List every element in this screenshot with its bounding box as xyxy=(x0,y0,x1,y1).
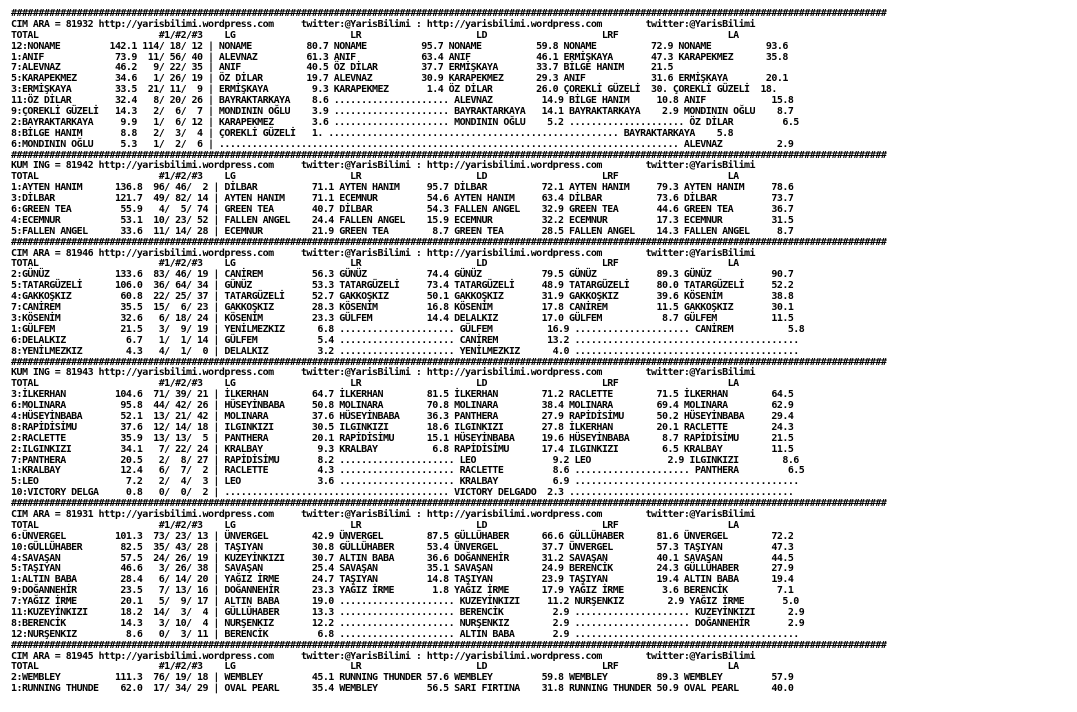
horse-row-line: 6:ÜNVERGEL 101.3 73/ 23/ 13 | ÜNVERGEL 42.9 ÜNVERGEL 87.5 GÜLLÜHABER 66.6 GÜLLÜHABER 81.6 ÜNVERGEL 72.2 xyxy=(11,530,794,542)
horse-row-line: 8:BİLGE HANIM 8.8 2/ 3/ 4 | ÇOREKLİ GÜZELİ 1. ..................................................... BAYRAKTARKAYA 5.8 xyxy=(11,127,734,139)
column-header-line: TOTAL #1/#2/#3 LG LR LD LRF LA xyxy=(11,378,739,390)
separator-line: ################################################################################################################################################################ xyxy=(11,236,887,248)
horse-row-line: 2:GÜNÜZ 133.6 83/ 46/ 19 | CANİREM 56.3 GÜNÜZ 74.4 GÜNÜZ 79.5 GÜNÜZ 89.3 GÜNÜZ 90.7 xyxy=(11,269,794,281)
horse-row-line: 6:GREEN TEA 55.9 4/ 5/ 74 | GREEN TEA 40.7 DİLBAR 54.3 FALLEN ANGEL 32.9 GREEN TEA 44.6 GREEN TEA 36.7 xyxy=(11,204,794,216)
horse-row-line: 9:DOĞANNEHİR 23.5 7/ 13/ 16 | DOĞANNEHİR 23.3 YAĞIZ İRME 1.8 YAĞIZ İRME 17.9 YAĞIZ İRME 3.6 BERENCİK 7.1 xyxy=(11,585,794,597)
horse-row-line: 8:BERENCİK 14.3 3/ 10/ 4 | NURŞENKIZ 12.2 ..................... NURŞENKIZ 2.9 ..................... DOĞANNEHİR 2.9 xyxy=(11,617,805,629)
horse-row-line: 2:BAYRAKTARKAYA 9.9 1/ 6/ 12 | KARAPEKMEZ 3.6 ..................... MONDININ OĞLU 5.2 ..................... ÖZ DİLAR 6.5 xyxy=(11,116,799,128)
horse-row-line: 4:ECEMNUR 53.1 10/ 23/ 52 | FALLEN ANGEL 24.4 FALLEN ANGEL 15.9 ECEMNUR 32.2 ECEMNUR 17.3 ECEMNUR 31.5 xyxy=(11,214,794,226)
horse-row-line: 5:TAŞIYAN 46.6 3/ 26/ 38 | SAVAŞAN 25.4 SAVAŞAN 35.1 SAVAŞAN 24.9 BERENCİK 24.3 GÜLLÜHABER 27.9 xyxy=(11,563,794,575)
horse-row-line: 4:SAVAŞAN 57.5 24/ 26/ 19 | KUZEYİNKIZI 30.7 ALTIN BABA 36.6 DOĞANNEHİR 31.2 SAVAŞAN 40.1 SAVAŞAN 44.5 xyxy=(11,552,794,564)
race-header-line: CIM ARA = 81946 http://yarisbilimi.wordpress.com twitter:@YarisBilimi : http://yarisbilimi.wordpress.com twitter:@YarisBilimi xyxy=(11,247,755,259)
horse-row-line: 3:DİLBAR 121.7 49/ 82/ 14 | AYTEN HANIM 71.1 ECEMNUR 54.6 AYTEN HANIM 63.4 DİLBAR 73.6 DİLBAR 73.7 xyxy=(11,193,794,205)
separator-line: ################################################################################################################################################################ xyxy=(11,639,887,651)
horse-row-line: 5:KARAPEKMEZ 34.6 1/ 26/ 19 | ÖZ DİLAR 19.7 ALEVNAZ 30.9 KARAPEKMEZ 29.3 ANIF 31.6 ERMİŞKAYA 20.1 xyxy=(11,73,788,85)
separator-line: ################################################################################################################################################################ xyxy=(11,498,887,510)
horse-row-line: 4:GAKKOŞKIZ 60.8 22/ 25/ 37 | TATARGÜZELİ 52.7 GAKKOŞKIZ 50.1 GAKKOŞKIZ 31.9 GAKKOŞKIZ 39.6 KÖSENİM 38.8 xyxy=(11,291,794,303)
race-header-line: CIM ARA = 81931 http://yarisbilimi.wordpress.com twitter:@YarisBilimi : http://yarisbilimi.wordpress.com twitter:@YarisBilimi xyxy=(11,508,755,520)
horse-row-line: 7:YAĞIZ İRME 20.1 5/ 9/ 17 | ALTIN BABA 19.0 ..................... KUZEYİNKIZI 11.2 NURŞENKIZ 2.9 YAĞIZ İRME 5.0 xyxy=(11,596,799,608)
horse-row-line: 11:KUZEYİNKIZI 18.2 14/ 3/ 4 | GÜLLÜHABER 13.3 ..................... BERENCİK 2.9 ..................... KUZEYİNKIZI 2.9 xyxy=(11,606,805,618)
column-header-line: TOTAL #1/#2/#3 LG LR LD LRF LA xyxy=(11,29,739,41)
separator-line: ################################################################################################################################################################ xyxy=(11,356,887,368)
column-header-line: TOTAL #1/#2/#3 LG LR LD LRF LA xyxy=(11,171,739,183)
horse-row-line: 2:WEMBLEY 111.3 76/ 19/ 18 | WEMBLEY 45.1 RUNNING THUNDER 57.6 WEMBLEY 59.8 WEMBLEY 89.3 WEMBLEY 57.9 xyxy=(11,672,794,684)
horse-row-line: 4:HÜSEYİNBABA 52.1 13/ 21/ 42 | MOLINARA 37.6 HÜSEYİNBABA 36.3 PANTHERA 27.9 RAPİDİSİMU 50.2 HÜSEYİNBABA 29.4 xyxy=(11,410,794,422)
horse-row-line: 8:RAPİDİSİMU 37.6 12/ 14/ 18 | ILGINKIZI 30.5 ILGINKIZI 18.6 ILGINKIZI 27.8 İLKERHAN 20.1 RACLETTE 24.3 xyxy=(11,421,794,433)
horse-row-line: 1:GÜLFEM 21.5 3/ 9/ 19 | YENİLMEZKIZ 6.8 ..................... GÜLFEM 16.9 ..................... CANİREM 5.8 xyxy=(11,323,805,335)
horse-row-line: 9:ÇOREKLİ GÜZELİ 14.3 2/ 6/ 7 | MONDININ OĞLU 3.9 ..................... BAYRAKTARKAYA 14.1 BAYRAKTARKAYA 2.9 MONDININ OĞLU 8.7 xyxy=(11,106,794,118)
horse-row-line: 6:MONDININ OĞLU 5.3 1/ 2/ 6 | .................................................................................... ALEVNAZ 2.9 xyxy=(11,138,794,150)
horse-row-line: 1:ANIF 73.9 11/ 56/ 40 | ALEVNAZ 61.3 ANIF 63.4 ANIF 46.1 ERMİŞKAYA 47.3 KARAPEKMEZ 35.8 xyxy=(11,51,788,63)
horse-row-line: 1:AYTEN HANIM 136.8 96/ 46/ 2 | DİLBAR 71.1 AYTEN HANIM 95.7 DİLBAR 72.1 AYTEN HANIM 79.3 AYTEN HANIM 78.6 xyxy=(11,182,794,194)
column-header-line: TOTAL #1/#2/#3 LG LR LD LRF LA xyxy=(11,519,739,531)
race-header-line: KUM ING = 81942 http://yarisbilimi.wordpress.com twitter:@YarisBilimi : http://yarisbilimi.wordpress.com twitter:@YarisBilimi xyxy=(11,160,755,172)
race-header-line: CIM ARA = 81932 http://yarisbilimi.wordpress.com twitter:@YarisBilimi : http://yarisbilimi.wordpress.com twitter:@YarisBilimi xyxy=(11,18,755,30)
horse-row-line: 1:RUNNING THUNDE 62.0 17/ 34/ 29 | OVAL PEARL 35.4 WEMBLEY 56.5 SARI FIRTINA 31.8 RUNNING THUNDER 50.9 OVAL PEARL 40.0 xyxy=(11,683,794,695)
horse-row-line: 7:PANTHERA 20.5 2/ 8/ 27 | RAPİDİSİMU 8.2 ..................... LEO 9.2 LEO 2.9 ILGINKIZI 8.6 xyxy=(11,454,799,466)
race-header-line: KUM ING = 81943 http://yarisbilimi.wordpress.com twitter:@YarisBilimi : http://yarisbilimi.wordpress.com twitter:@YarisBilimi xyxy=(11,367,755,379)
column-header-line: TOTAL #1/#2/#3 LG LR LD LRF LA xyxy=(11,661,739,673)
horse-row-line: 1:ALTIN BABA 28.4 6/ 14/ 20 | YAĞIZ İRME 24.7 TAŞIYAN 14.8 TAŞIYAN 23.9 TAŞIYAN 19.4 ALTIN BABA 19.4 xyxy=(11,574,794,586)
horse-row-line: 12:NONAME 142.1 114/ 18/ 12 | NONAME 80.7 NONAME 95.7 NONAME 59.8 NONAME 72.9 NONAME 93.6 xyxy=(11,40,788,52)
horse-row-line: 3:ERMİŞKAYA 33.5 21/ 11/ 9 | ERMİŞKAYA 9.3 KARAPEKMEZ 1.4 ÖZ DİLAR 26.0 ÇOREKLİ GÜZELİ 30. ÇOREKLİ GÜZELİ 18. xyxy=(11,84,777,96)
horse-row-line: 7:CANİREM 35.5 15/ 6/ 23 | GAKKOŞKIZ 28.3 KÖSENİM 16.8 KÖSENİM 17.8 CANİREM 11.5 GAKKOŞKIZ 30.1 xyxy=(11,302,794,314)
horse-row-line: 5:TATARGÜZELİ 106.0 36/ 64/ 34 | GÜNÜZ 53.3 TATARGÜZELİ 73.4 TATARGÜZELİ 48.9 TATARGÜZELİ 80.0 TATARGÜZELİ 52.2 xyxy=(11,280,794,292)
race-header-line: CIM ARA = 81945 http://yarisbilimi.wordpress.com twitter:@YarisBilimi : http://yarisbilimi.wordpress.com twitter:@YarisBilimi xyxy=(11,650,755,662)
horse-row-line: 7:ALEVNAZ 46.2 9/ 22/ 35 | ANIF 40.5 ÖZ DİLAR 37.7 ERMİŞKAYA 33.7 BİLGE HANIM 21.5 xyxy=(11,62,673,74)
horse-row-line: 1:KRALBAY 12.4 6/ 7/ 2 | RACLETTE 4.3 ..................... RACLETTE 8.6 ..................... PANTHERA 6.5 xyxy=(11,465,805,477)
horse-row-line: 2:ILGINKIZI 34.1 7/ 22/ 24 | KRALBAY 9.3 KRALBAY 6.8 RAPİDİSİMU 17.4 ILGINKIZI 6.5 KRALBAY 11.5 xyxy=(11,443,794,455)
separator-line: ################################################################################################################################################################ xyxy=(11,8,887,19)
horse-row-line: 8:YENİLMEZKIZ 4.3 4/ 1/ 0 | DELALKIZ 3.2 ..................... YENİLMEZKIZ 4.0 ......................................... xyxy=(11,345,799,357)
horse-row-line: 3:İLKERHAN 104.6 71/ 39/ 21 | İLKERHAN 64.7 İLKERHAN 81.5 İLKERHAN 71.2 RACLETTE 71.5 İLKERHAN 64.5 xyxy=(11,389,794,401)
column-header-line: TOTAL #1/#2/#3 LG LR LD LRF LA xyxy=(11,258,739,270)
horse-row-line: 10:VICTORY DELGA 0.8 0/ 0/ 2 | ......................................... VICTORY DELGADO 2.3 ......................................... xyxy=(11,487,794,499)
horse-row-line: 5:FALLEN ANGEL 33.6 11/ 14/ 28 | ECEMNUR 21.9 GREEN TEA 8.7 GREEN TEA 28.5 FALLEN ANGEL 14.3 FALLEN ANGEL 8.7 xyxy=(11,225,794,237)
horse-row-line: 11:ÖZ DİLAR 32.4 8/ 20/ 26 | BAYRAKTARKAYA 8.6 ..................... ALEVNAZ 14.9 BİLGE HANIM 10.8 ANIF 15.8 xyxy=(11,95,794,107)
horse-row-line: 5:LEO 7.2 2/ 4/ 3 | LEO 3.6 ..................... KRALBAY 6.9 ......................................... xyxy=(11,476,799,488)
horse-row-line: 6:MOLINARA 95.8 44/ 42/ 26 | HÜSEYİNBABA 50.8 MOLINARA 70.8 MOLINARA 38.4 MOLINARA 69.4 MOLINARA 62.9 xyxy=(11,400,794,412)
separator-line: ################################################################################################################################################################ xyxy=(11,149,887,161)
horse-row-line: 2:RACLETTE 35.9 13/ 13/ 5 | PANTHERA 20.1 RAPİDİSİMU 15.1 HÜSEYİNBABA 19.6 HÜSEYİNBABA 8.7 RAPİDİSİMU 21.5 xyxy=(11,432,794,444)
horse-row-line: 6:DELALKIZ 6.7 1/ 1/ 14 | GÜLFEM 5.4 ..................... CANİREM 13.2 ......................................... xyxy=(11,334,799,346)
horse-row-line: 3:KÖSENİM 32.6 6/ 18/ 24 | KÖSENİM 23.3 GÜLFEM 14.4 DELALKIZ 17.0 GÜLFEM 8.7 GÜLFEM 11.5 xyxy=(11,312,794,324)
horse-row-line: 12:NURŞENKIZ 8.6 0/ 3/ 11 | BERENCİK 6.8 ..................... ALTIN BABA 2.9 ......................................... xyxy=(11,628,799,640)
horse-row-line: 10:GÜLLÜHABER 82.5 35/ 43/ 28 | TAŞIYAN 30.8 GÜLLÜHABER 53.4 ÜNVERGEL 37.7 ÜNVERGEL 57.3 TAŞIYAN 47.3 xyxy=(11,541,794,553)
